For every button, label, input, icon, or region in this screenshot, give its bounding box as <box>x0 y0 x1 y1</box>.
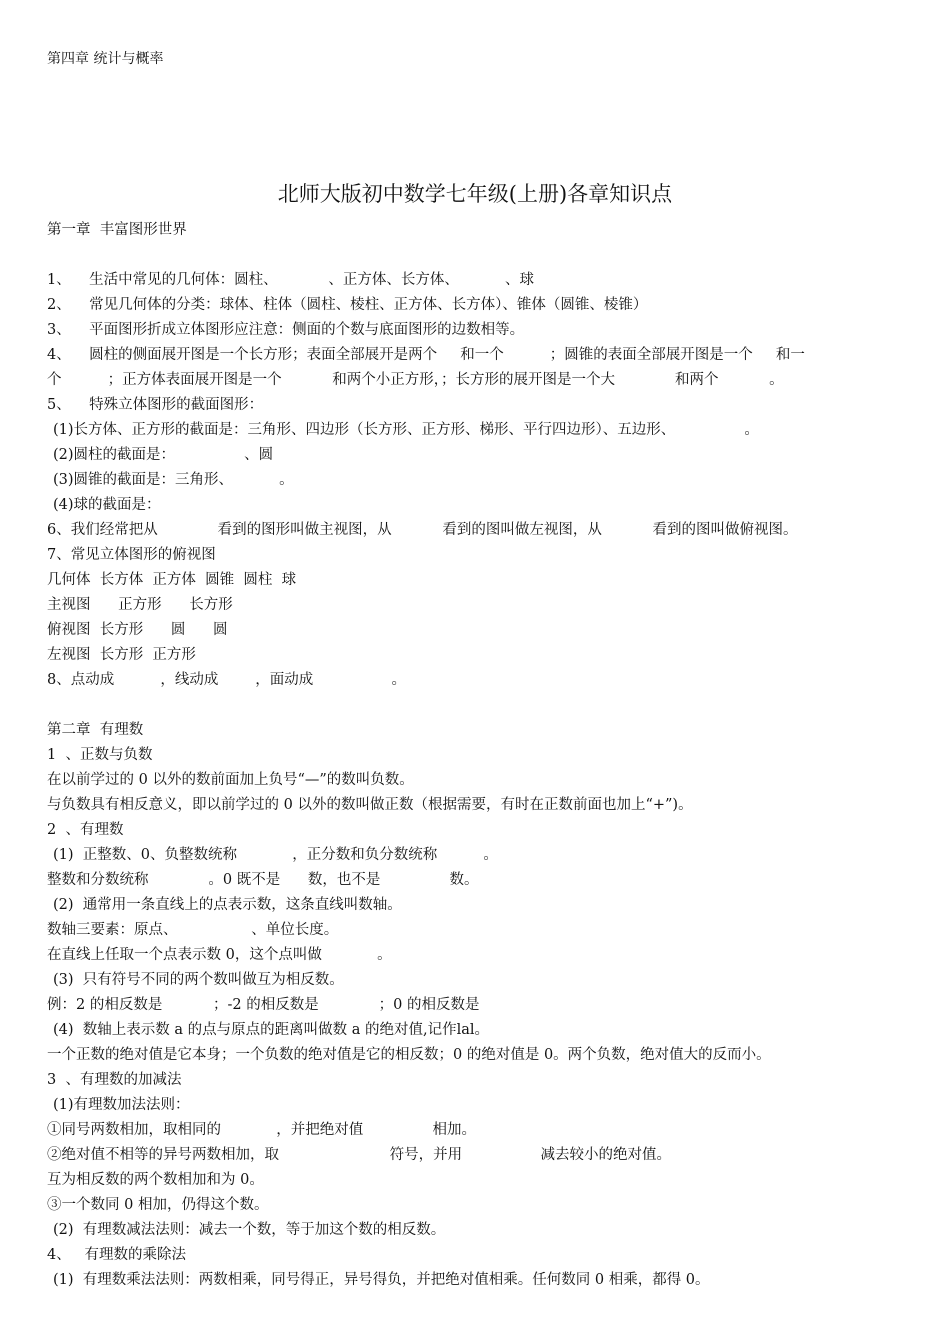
text-line: 1 、正数与负数 <box>47 747 153 763</box>
text-line: 1、 生活中常见的几何体：圆柱、 、正方体、长方体、 、球 <box>47 272 534 288</box>
text-line: 第二章 有理数 <box>47 722 144 738</box>
text-line: 2、 常见几何体的分类：球体、柱体（圆柱、棱柱、正方体、长方体）、锥体（圆锥、棱锥） <box>47 297 648 313</box>
text-line: 第一章 丰富图形世界 <box>47 222 187 238</box>
text-line: 互为相反数的两个数相加和为 0。 <box>47 1172 264 1188</box>
document-title: 北师大版初中数学七年级(上册)各章知识点 <box>277 182 673 206</box>
text-line: 数轴三要素：原点、 、单位长度。 <box>47 922 339 938</box>
text-line: (3) 只有符号不同的两个数叫做互为相反数。 <box>53 972 344 988</box>
text-line: 主视图 正方形 长方形 <box>47 597 233 613</box>
text-line: (3)圆锥的截面是：三角形、 。 <box>53 472 294 488</box>
text-line: 整数和分数统称 。0 既不是 数，也不是 数。 <box>47 872 479 888</box>
text-line: 3 、有理数的加减法 <box>47 1072 182 1088</box>
text-line: 在直线上任取一个点表示数 0，这个点叫做 。 <box>47 947 392 963</box>
text-line: ③一个数同 0 相加，仍得这个数。 <box>47 1197 269 1213</box>
text-line: 个 ；正方体表面展开图是一个 和两个小正方形，；长方形的展开图是一个大 和两个 。 <box>47 372 784 388</box>
text-line: (1)长方体、正方形的截面是：三角形、四边形（长方形、正方形、梯形、平行四边形）、五边形、 。 <box>53 422 759 438</box>
text-line: 与负数具有相反意义，即以前学过的 0 以外的数叫做正数（根据需要，有时在正数前面也加上“+”)。 <box>47 797 693 813</box>
text-line: (1)有理数加法法则： <box>53 1097 190 1113</box>
text-line: 2 、有理数 <box>47 822 124 838</box>
text-line: 5、 特殊立体图形的截面图形： <box>47 397 264 413</box>
text-line: 4、 圆柱的侧面展开图是一个长方形；表面全部展开是两个 和一个 ；圆锥的表面全部展开图是一个 和一 <box>47 347 805 363</box>
text-line: 4、 有理数的乘除法 <box>47 1247 187 1263</box>
text-line: 一个正数的绝对值是它本身；一个负数的绝对值是它的相反数；0 的绝对值是 0。两个负数，绝对值大的反而小。 <box>47 1047 771 1063</box>
text-line: ①同号两数相加，取相同的 ，并把绝对值 相加。 <box>47 1122 476 1138</box>
text-line: ②绝对值不相等的异号两数相加，取 符号，并用 减去较小的绝对值。 <box>47 1147 671 1163</box>
text-line: (1) 有理数乘法法则：两数相乘，同号得正，异号得负，并把绝对值相乘。任何数同 0 相乘，都得 0。 <box>53 1272 710 1288</box>
chapter-header: 第四章 统计与概率 <box>47 51 164 67</box>
text-line: (2) 有理数减法法则：减去一个数，等于加这个数的相反数。 <box>53 1222 446 1238</box>
text-line: (2) 通常用一条直线上的点表示数，这条直线叫数轴。 <box>53 897 402 913</box>
text-line: 3、 平面图形折成立体图形应注意：侧面的个数与底面图形的边数相等。 <box>47 322 525 338</box>
text-line: 俯视图 长方形 圆 圆 <box>47 622 228 638</box>
text-line: (2)圆柱的截面是： 、圆 <box>53 447 274 463</box>
text-line: (1) 正整数、0、负整数统称 ，正分数和负分数统称 。 <box>53 847 498 863</box>
text-line: 例：2 的相反数是 ；-2 的相反数是 ；0 的相反数是 <box>47 997 480 1013</box>
text-line: 在以前学过的 0 以外的数前面加上负号“—”的数叫负数。 <box>47 772 414 788</box>
text-line: 左视图 长方形 正方形 <box>47 647 196 663</box>
text-line: (4)球的截面是： <box>53 497 161 513</box>
text-line: 8、点动成 ，线动成 ，面动成 。 <box>47 672 407 688</box>
text-line: (4) 数轴上表示数 a 的点与原点的距离叫做数 a 的绝对值,记作lal。 <box>53 1022 490 1038</box>
text-line: 7、常见立体图形的俯视图 <box>47 547 216 563</box>
text-line: 6、我们经常把从 看到的图形叫做主视图，从 看到的图叫做左视图，从 看到的图叫做俯视图。 <box>47 522 798 538</box>
text-line: 几何体 长方体 正方体 圆锥 圆柱 球 <box>47 572 297 588</box>
